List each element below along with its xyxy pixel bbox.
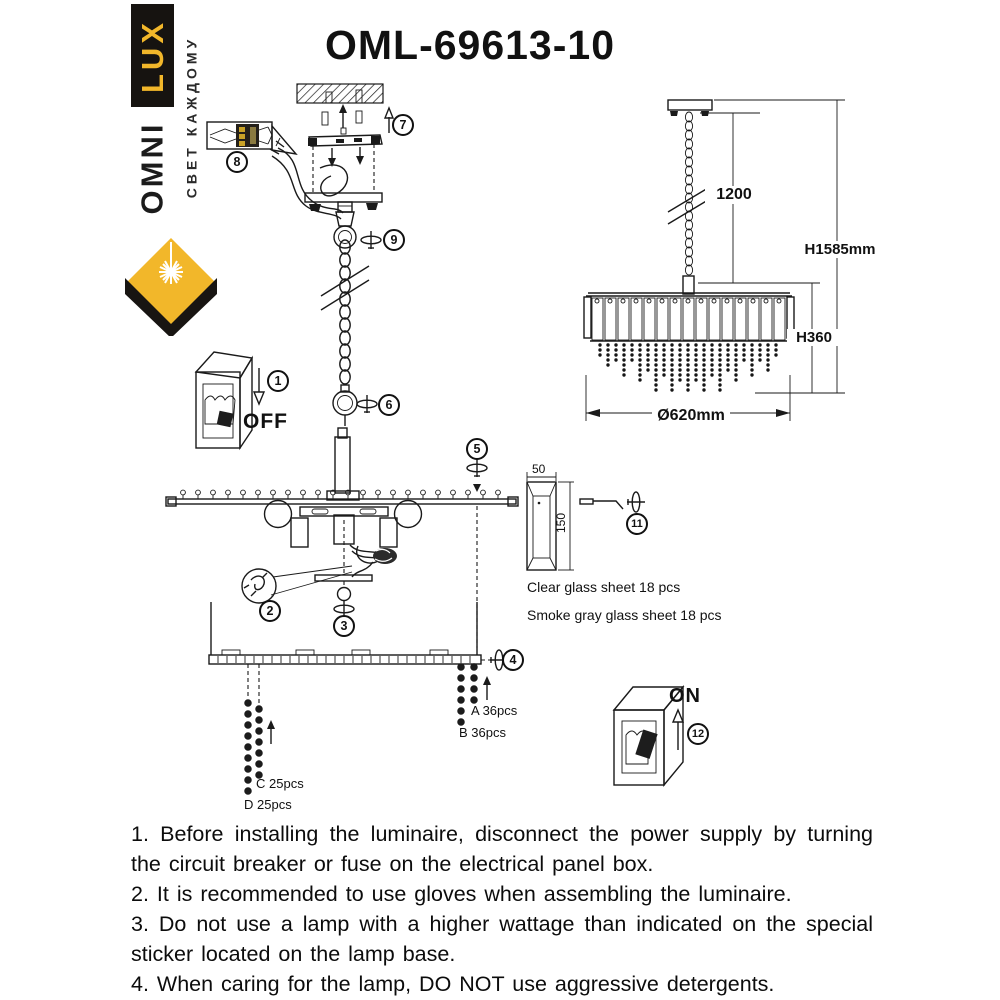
brand-name-omni: OMNI <box>134 121 170 215</box>
dim-glass-height: 150 <box>554 512 569 534</box>
dim-diameter: Ø620mm <box>652 407 730 425</box>
dim-chain-length: 1200 <box>705 186 763 204</box>
callout-2: 2 <box>259 600 281 622</box>
brand-tagline: СВЕТ КАЖДОМУ <box>183 35 200 198</box>
callout-12: 12 <box>687 723 709 745</box>
instruction-item: 3. Do not use a lamp with a higher wattage than indicated on the special sticker located on the lamp base. <box>131 912 873 966</box>
instruction-item: 1. Before installing the luminaire, disconnect the power supply by turning the circuit breaker or fuse on the electrical panel box. <box>131 822 873 876</box>
dim-glass-width: 50 <box>532 462 546 476</box>
strand-c-label: C 25pcs <box>256 776 304 791</box>
callout-4: 4 <box>502 649 524 671</box>
strand-b-label: B 36pcs <box>459 725 506 740</box>
callout-1: 1 <box>267 370 289 392</box>
brand-name-lux: LUX <box>134 18 170 93</box>
instruction-item: 2. It is recommended to use gloves when assembling the luminaire. <box>131 882 792 906</box>
callout-6: 6 <box>378 394 400 416</box>
callout-7: 7 <box>392 114 414 136</box>
on-label: ON <box>669 685 701 707</box>
chain-drawing <box>321 231 381 426</box>
dim-overall-height: H1585mm <box>799 241 881 258</box>
instruction-item: 4. When caring for the lamp, DO NOT use aggressive detergents. <box>131 972 775 996</box>
clear-glass-label: Clear glass sheet 18 pcs <box>527 579 681 595</box>
dim-body-height: H360 <box>787 329 841 346</box>
instructions-block <box>131 819 873 999</box>
dimension-drawing <box>584 100 845 421</box>
callout-11: 11 <box>626 513 648 535</box>
callout-5: 5 <box>466 438 488 460</box>
strand-a-label: A 36pcs <box>471 703 518 718</box>
callout-8: 8 <box>226 151 248 173</box>
smoke-glass-label: Smoke gray glass sheet 18 pcs <box>527 607 722 623</box>
callout-9: 9 <box>383 229 405 251</box>
off-label: OFF <box>243 410 288 433</box>
strand-d-label: D 25pcs <box>244 797 292 812</box>
page-title: OML-69613-10 <box>324 22 615 68</box>
callout-3: 3 <box>333 615 355 637</box>
